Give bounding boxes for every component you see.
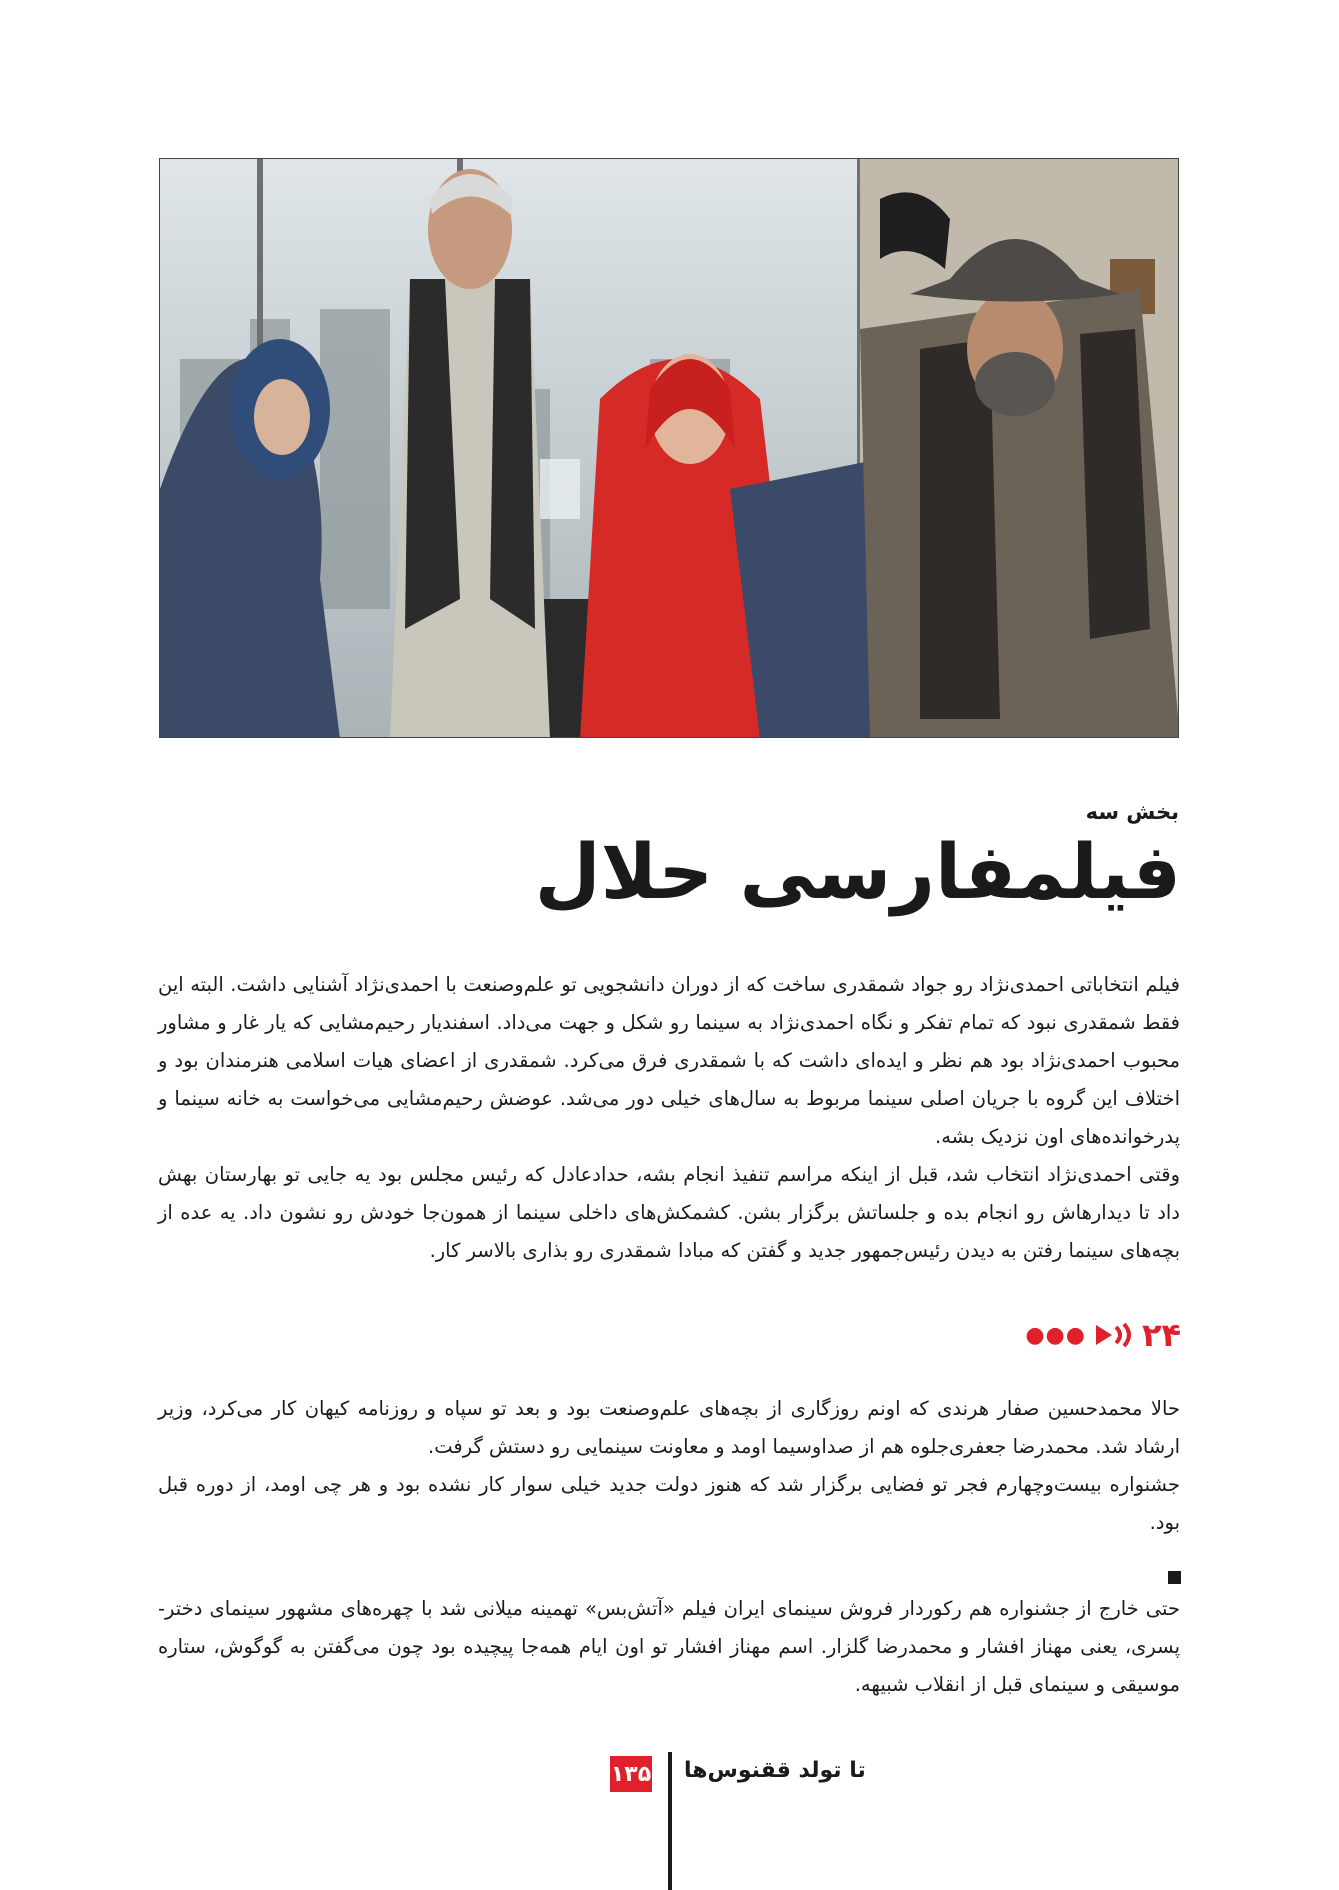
article-body-part-one: [158, 966, 1180, 1270]
section-counter: [1025, 1316, 1181, 1354]
paragraph: حتی خارج از جشنواره هم رکوردار فروش سینمای ایران فیلم «آتش‌بس» تهمینه میلانی شد با چهره‌های مشهور سینمای دختر-پسری، یعنی مهناز افشار و محمدرضا گلزار. اسم مهناز افشار تو اون ایام همه‌جا پیچیده بود چون می‌گفتن به گوگوش، ستاره موسیقی و سینمای قبل از انقلاب شبیهه.: [158, 1597, 1180, 1696]
counter-number: ۲۴: [1141, 1316, 1181, 1354]
article-body-part-three: [158, 1590, 1180, 1704]
article-headline: فیلمفارسی حلال: [534, 827, 1181, 916]
book-title: تا تولد ققنوس‌ها: [684, 1758, 866, 1783]
paragraph: جشنواره بیست‌وچهارم فجر تو فضایی برگزار شد که هنوز دولت جدید خیلی سوار کار نشده بود و هر چی اومد، از دوره قبل بود.: [158, 1473, 1180, 1534]
play-arrows-icon: [1094, 1321, 1134, 1349]
square-bullet-icon: [1168, 1571, 1181, 1584]
film-still-photo: [159, 158, 1179, 738]
paragraph: فیلم انتخاباتی احمدی‌نژاد رو جواد شمقدری ساخت که از دوران دانشجویی تو علم‌وصنعت با احمدی‌نژاد آشنایی داشت. البته این فقط شمقدری نبود که تمام تفکر و نگاه احمدی‌نژاد به سینما رو شکل و جهت می‌داد. اسفندیار رحیم‌مشایی که یار غار و مشاور محبوب احمدی‌نژاد بود هم نظر و ایده‌ای داشت که با شمقدری فرق می‌کرد. شمقدری از اعضای هیات اسلامی هنرمندان بود و اختلاف این گروه با جریان اصلی سینما مربوط به سال‌های خیلی دور می‌شد. عوضش رحیم‌مشایی می‌خواست به خانه سینما و پدرخوانده‌های اون نزدیک بشه.: [158, 973, 1180, 1148]
footer-divider: [668, 1752, 672, 1890]
page-number: ۱۳۵: [610, 1756, 652, 1792]
section-label: بخش سه: [1085, 800, 1179, 824]
article-body-part-two: [158, 1390, 1180, 1542]
counter-dots: ●●●: [1025, 1322, 1086, 1348]
film-still-illustration: [160, 159, 1179, 738]
paragraph: وقتی احمدی‌نژاد انتخاب شد، قبل از اینکه مراسم تنفیذ انجام بشه، حدادعادل که رئیس مجلس بود یه جایی تو بهارستان بهش داد تا دیدارهاش رو انجام بده و جلساتش برگزار بشن. کشمکش‌های داخلی سینما از همون‌جا خودش رو نشون داد. یه عده از بچه‌های سینما رفتن به دیدن رئیس‌جمهور جدید و گفتن که مبادا شمقدری رو بذاری بالاسر کار.: [158, 1163, 1180, 1262]
paragraph: حالا محمدحسین صفار هرندی که اونم روزگاری از بچه‌های علم‌وصنعت بود و بعد تو سپاه و روزنامه کیهان کار می‌کرد، وزیر ارشاد شد. محمدرضا جعفری‌جلوه هم از صداوسیما اومد و معاونت سینمایی رو دستش گرفت.: [158, 1397, 1180, 1458]
